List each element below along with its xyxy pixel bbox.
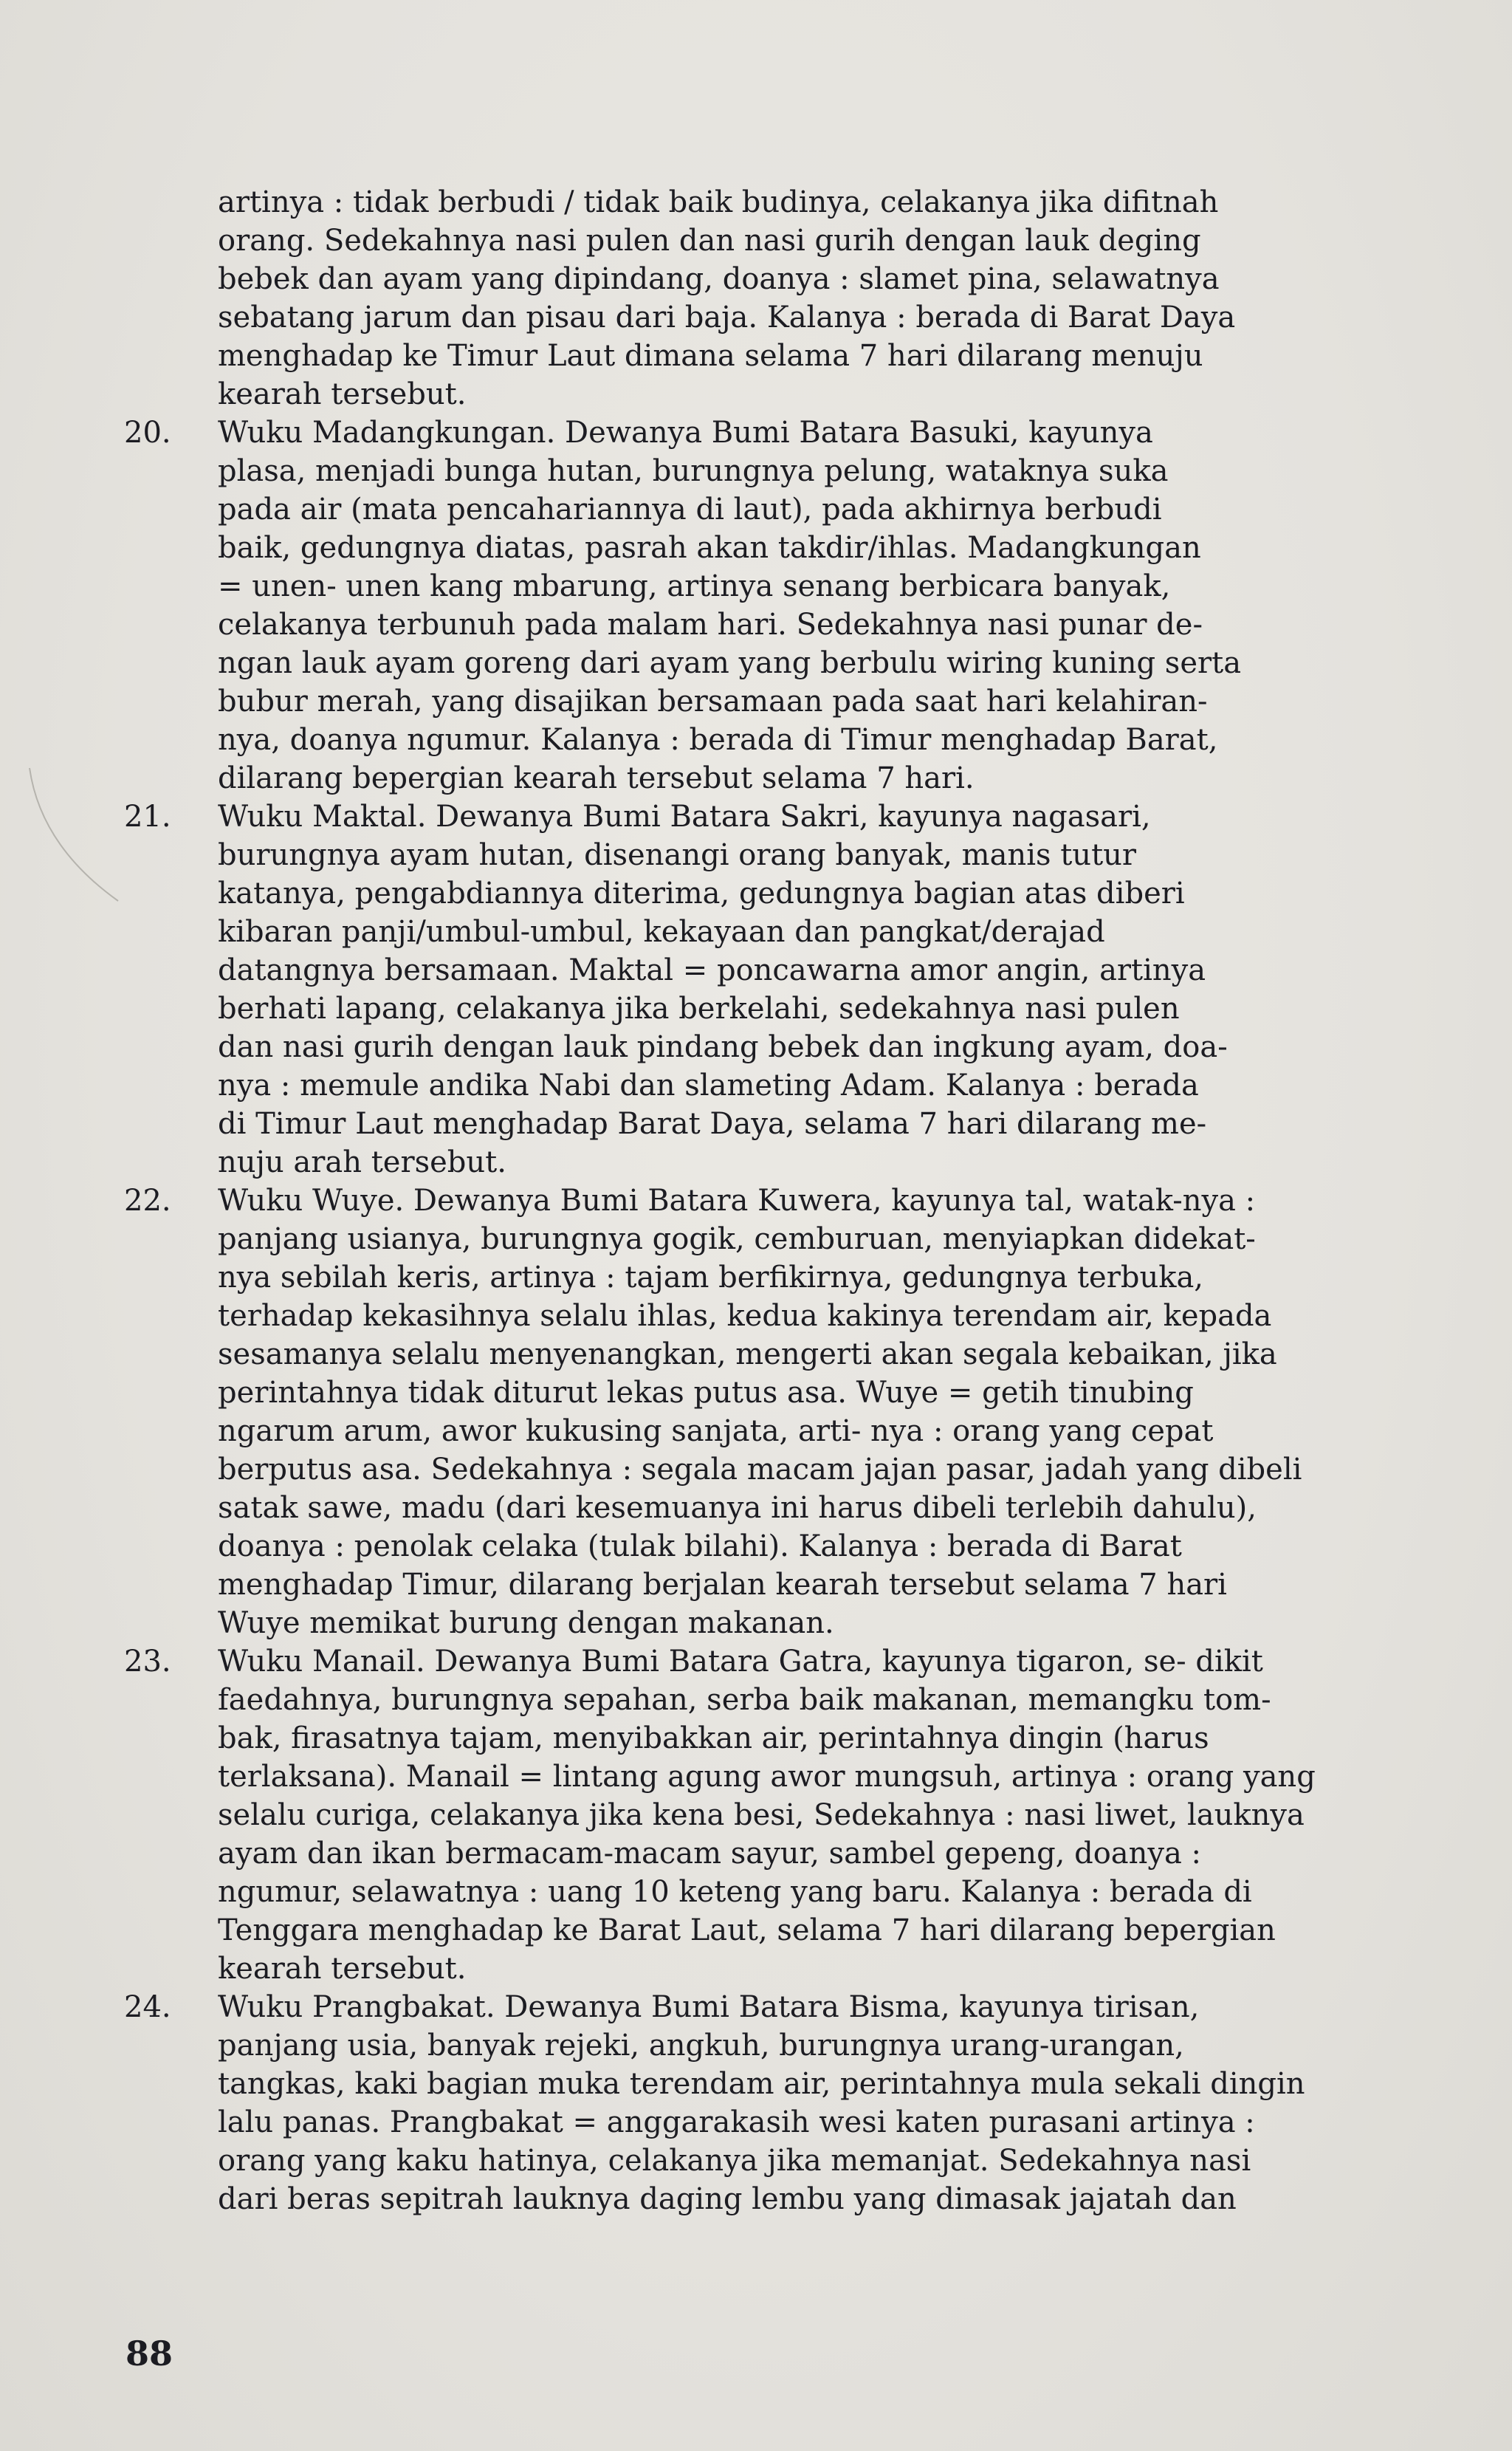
paragraph-number: 24. [124,1990,171,2024]
line-text: celakanya terbunuh pada malam hari. Sedekahnya nasi punar de- [218,608,1203,642]
text-line [124,529,1379,567]
line-text: dilarang bepergian kearah tersebut selama 7 hari. [218,761,975,795]
text-line [124,2142,1379,2180]
text-line [124,836,1379,874]
line-text: satak sawe, madu (dari kesemuanya ini harus dibeli terlebih dahulu), [218,1491,1257,1525]
text-line [124,337,1379,375]
line-text: orang yang kaku hatinya, celakanya jika memanjat. Sedekahnya nasi [218,2144,1251,2178]
text-line [124,375,1379,414]
line-text: Wuku Maktal. Dewanya Bumi Batara Sakri, kayunya nagasari, [218,800,1151,834]
line-text: kearah tersebut. [218,1952,467,1986]
text-line [124,798,1379,836]
text-line [124,682,1379,721]
line-text: Tenggara menghadap ke Barat Laut, selama 7 hari dilarang bepergian [218,1913,1276,1947]
line-text: ayam dan ikan bermacam-macam sayur, sambel gepeng, doanya : [218,1837,1202,1871]
line-text: ngarum arum, awor kukusing sanjata, arti- nya : orang yang cepat [218,1414,1214,1448]
line-text: katanya, pengabdiannya diterima, gedungnya bagian atas diberi [218,877,1185,911]
text-line [124,1258,1379,1297]
line-text: sebatang jarum dan pisau dari baja. Kalanya : berada di Barat Daya [218,301,1236,335]
text-line [124,1796,1379,1834]
line-text: kearah tersebut. [218,377,467,411]
text-line [124,1143,1379,1182]
text-line [124,567,1379,606]
text-line [124,1028,1379,1066]
body-text [124,183,1379,2218]
line-text: panjang usia, banyak rejeki, angkuh, burungnya urang-urangan, [218,2029,1184,2063]
line-text: nuju arah tersebut. [218,1145,506,1179]
text-line [124,1642,1379,1681]
text-line [124,1182,1379,1220]
text-line [124,1374,1379,1412]
text-line [124,1988,1379,2026]
line-text: ngan lauk ayam goreng dari ayam yang berbulu wiring kuning serta [218,646,1242,680]
numbered-paragraph [124,798,1379,1182]
line-text: bebek dan ayam yang dipindang, doanya : slamet pina, selawatnya [218,262,1220,296]
line-text: Wuku Madangkungan. Dewanya Bumi Batara Basuki, kayunya [218,416,1153,450]
text-line [124,874,1379,913]
line-text: ngumur, selawatnya : uang 10 keteng yang baru. Kalanya : berada di [218,1875,1252,1909]
text-line [124,2180,1379,2218]
paragraph-number: 21. [124,800,171,834]
text-line [124,1489,1379,1527]
line-text: bubur merah, yang disajikan bersamaan pada saat hari kelahiran- [218,685,1208,719]
line-text: terhadap kekasihnya selalu ihlas, kedua kakinya terendam air, kepada [218,1299,1272,1333]
line-text: baik, gedungnya diatas, pasrah akan takdir/ihlas. Madangkungan [218,531,1201,565]
text-line [124,1566,1379,1604]
text-line [124,913,1379,951]
text-line [124,1220,1379,1258]
line-text: Wuku Manail. Dewanya Bumi Batara Gatra, kayunya tigaron, se- dikit [218,1645,1263,1679]
line-text: bak, firasatnya tajam, menyibakkan air, perintahnya dingin (harus [218,1721,1209,1755]
line-text: menghadap ke Timur Laut dimana selama 7 hari dilarang menuju [218,339,1203,373]
numbered-paragraph [124,1182,1379,1642]
paragraph-number: 20. [124,416,171,450]
line-text: nya : memule andika Nabi dan slameting Adam. Kalanya : berada [218,1069,1199,1103]
line-text: datangnya bersamaan. Maktal = poncawarna amor angin, artinya [218,953,1206,987]
text-line [124,1297,1379,1335]
text-line [124,990,1379,1028]
paragraph-number: 22. [124,1184,171,1218]
text-line [124,2103,1379,2142]
line-text: lalu panas. Prangbakat = anggarakasih wesi katen purasani artinya : [218,2105,1255,2139]
text-line [124,183,1379,222]
line-text: = unen- unen kang mbarung, artinya senang berbicara banyak, [218,569,1171,603]
numbered-paragraph [124,414,1379,798]
line-text: di Timur Laut menghadap Barat Daya, selama 7 hari dilarang me- [218,1107,1207,1141]
text-line [124,1911,1379,1950]
text-line [124,1335,1379,1374]
line-text: plasa, menjadi bunga hutan, burungnya pelung, wataknya suka [218,454,1169,488]
text-line [124,222,1379,260]
paragraph-number: 23. [124,1645,171,1679]
line-text: berputus asa. Sedekahnya : segala macam jajan pasar, jadah yang dibeli [218,1453,1302,1487]
line-text: panjang usianya, burungnya gogik, cemburuan, menyiapkan didekat- [218,1222,1256,1256]
text-line [124,759,1379,798]
line-text: nya, doanya ngumur. Kalanya : berada di Timur menghadap Barat, [218,723,1218,757]
line-text: artinya : tidak berbudi / tidak baik budinya, celakanya jika difitnah [218,185,1219,219]
text-line [124,1105,1379,1143]
text-line [124,452,1379,490]
line-text: kibaran panji/umbul-umbul, kekayaan dan pangkat/derajad [218,915,1105,949]
text-line [124,1604,1379,1642]
line-text: dari beras sepitrah lauknya daging lembu yang dimasak jajatah dan [218,2182,1237,2216]
text-line [124,644,1379,682]
text-line [124,1450,1379,1489]
line-text: dan nasi gurih dengan lauk pindang bebek dan ingkung ayam, doa- [218,1030,1228,1064]
text-line [124,298,1379,337]
page-number: 88 [126,2334,173,2373]
text-line [124,2026,1379,2065]
line-text: terlaksana). Manail = lintang agung awor mungsuh, artinya : orang yang [218,1760,1316,1794]
numbered-paragraph [124,1642,1379,1988]
text-line [124,260,1379,298]
line-text: doanya : penolak celaka (tulak bilahi). Kalanya : berada di Barat [218,1529,1182,1563]
text-line [124,414,1379,452]
text-line [124,951,1379,990]
text-line [124,1873,1379,1911]
line-text: pada air (mata pencahariannya di laut), pada akhirnya berbudi [218,493,1162,527]
text-line [124,1527,1379,1566]
text-line [124,1758,1379,1796]
text-line [124,721,1379,759]
text-line [124,1834,1379,1873]
line-text: Wuku Wuye. Dewanya Bumi Batara Kuwera, kayunya tal, watak-nya : [218,1184,1256,1218]
line-text: sesamanya selalu menyenangkan, mengerti akan segala kebaikan, jika [218,1337,1277,1371]
line-text: Wuye memikat burung dengan makanan. [218,1606,834,1640]
text-line [124,1412,1379,1450]
text-line [124,1681,1379,1719]
page-crease-mark [22,761,126,908]
line-text: perintahnya tidak diturut lekas putus asa. Wuye = getih tinubing [218,1376,1194,1410]
text-line [124,1950,1379,1988]
line-text: selalu curiga, celakanya jika kena besi, Sedekahnya : nasi liwet, lauknya [218,1798,1305,1832]
text-line [124,1719,1379,1758]
line-text: orang. Sedekahnya nasi pulen dan nasi gurih dengan lauk deging [218,224,1201,258]
text-line [124,606,1379,644]
line-text: faedahnya, burungnya sepahan, serba baik makanan, memangku tom- [218,1683,1271,1717]
text-line [124,490,1379,529]
line-text: Wuku Prangbakat. Dewanya Bumi Batara Bisma, kayunya tirisan, [218,1990,1200,2024]
text-line [124,2065,1379,2103]
line-text: nya sebilah keris, artinya : tajam berfikirnya, gedungnya terbuka, [218,1261,1204,1295]
line-text: tangkas, kaki bagian muka terendam air, perintahnya mula sekali dingin [218,2067,1305,2101]
text-line [124,1066,1379,1105]
line-text: burungnya ayam hutan, disenangi orang banyak, manis tutur [218,838,1137,872]
line-text: berhati lapang, celakanya jika berkelahi, sedekahnya nasi pulen [218,992,1180,1026]
numbered-paragraph [124,1988,1379,2218]
continuation-paragraph [124,183,1379,414]
line-text: menghadap Timur, dilarang berjalan kearah tersebut selama 7 hari [218,1568,1227,1602]
